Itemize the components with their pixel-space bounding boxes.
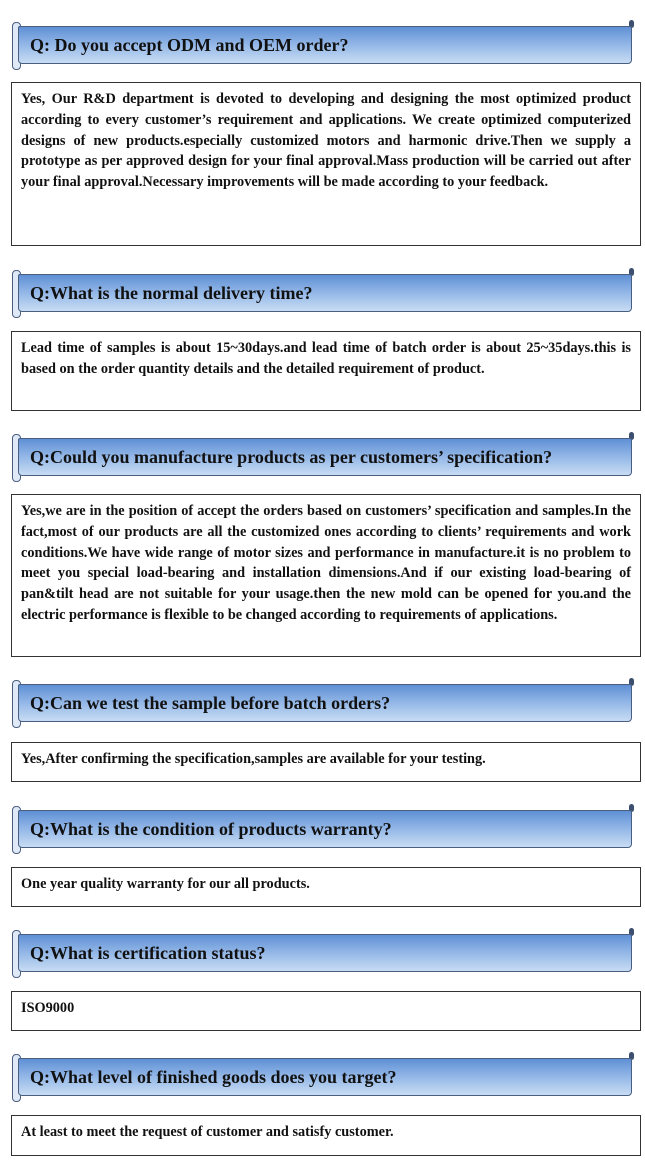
question-banner — [12, 432, 634, 482]
question-banner — [12, 1052, 634, 1102]
question-banner — [12, 268, 634, 318]
question-banner — [12, 20, 634, 70]
answer-box: Lead time of samples is about 15~30days.and lead time of batch order is about 25~35days.this is based on the order quantity details and the detailed requirement of product. — [11, 331, 641, 411]
question-text: Q:What is certification status? — [30, 943, 266, 963]
answer-box: Yes,After confirming the specification,samples are available for your testing. — [11, 742, 641, 782]
question-text: Q:What is the condition of products warranty? — [30, 819, 392, 839]
answer-box: ISO9000 — [11, 991, 641, 1031]
question-text: Q:What level of finished goods does you target? — [30, 1067, 397, 1087]
question-banner — [12, 804, 634, 854]
answer-box: Yes, Our R&D department is devoted to developing and designing the most optimized product according to every customer’s requirement and applications. We create optimized computerized designs of new products.especially customized motors and harmonic drive.Then we supply a prototype as per approved design for your final approval.Mass production will be carried out after your final approval.Necessary improvements will be made according to your feedback. — [11, 82, 641, 246]
answer-box: Yes,we are in the position of accept the orders based on customers’ specification and samples.In the fact,most of our products are all the customized ones according to clients’ requirements and work conditions.We have wide range of motor sizes and performance in manufacture.it is no problem to meet you special load-bearing and installation dimensions.And if our existing load-bearing of pan&tilt head are not suitable for your usage.then the new mold can be opened for you.and the electric performance is flexible to be changed according to requirements of applications. — [11, 494, 641, 657]
question-banner — [12, 678, 634, 728]
question-text: Q:Can we test the sample before batch orders? — [30, 693, 391, 713]
question-banner — [12, 928, 634, 978]
answer-box: At least to meet the request of customer and satisfy customer. — [11, 1115, 641, 1156]
question-text: Q:Could you manufacture products as per customers’ specification? — [30, 447, 553, 467]
answer-box: One year quality warranty for our all products. — [11, 867, 641, 907]
question-text: Q:What is the normal delivery time? — [30, 283, 313, 303]
question-text: Q: Do you accept ODM and OEM order? — [30, 35, 349, 55]
